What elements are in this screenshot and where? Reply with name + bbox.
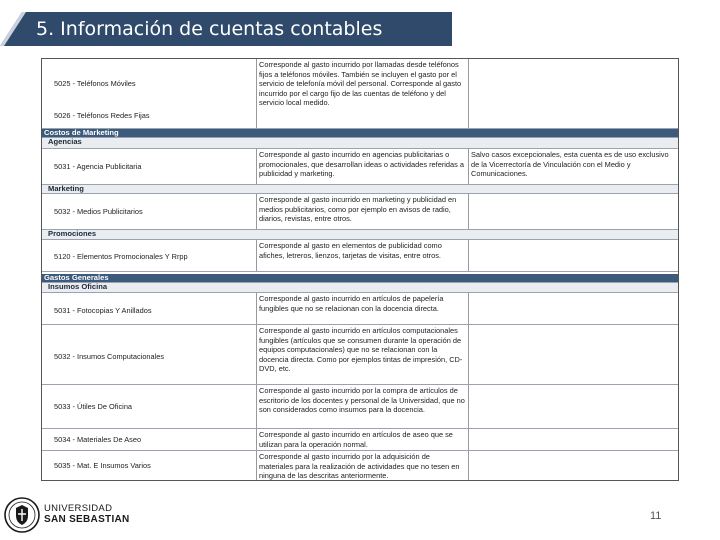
account-note <box>468 194 678 229</box>
accounts-table <box>41 58 679 481</box>
slide-title-bar <box>0 12 452 46</box>
account-description: Corresponde al gasto incurrido por llamadas desde teléfonos fijos a teléfonos móviles. También se incluyen el gasto por el servicio de telefonía móvil del personal. Corresponde al gasto incurrido por el cargo fijo de las cuentas de teléfono y del servicio local medido. <box>256 59 468 128</box>
subsection-header: Insumos Oficina <box>42 283 678 293</box>
table-row <box>42 325 678 385</box>
account-description: Corresponde al gasto en elementos de publicidad como afiches, letreros, lienzos, tarjetas de visitas, entre otros. <box>256 240 468 271</box>
slide-title: 5. Información de cuentas contables <box>36 18 383 40</box>
account-description: Corresponde al gasto incurrido en agencias publicitarias o promocionales, que desarrollan ideas o actividades referidas a publicidad y marketing. <box>256 149 468 184</box>
account-note <box>468 59 678 128</box>
account-description: Corresponde al gasto incurrido en artículos de papelería fungibles que no se relacionan con la docencia directa. <box>256 293 468 324</box>
university-name-line1: UNIVERSIDAD <box>44 503 113 514</box>
table-row <box>42 194 678 230</box>
account-note: Salvo casos excepcionales, esta cuenta es de uso exclusivo de la Vicerrectoría de Vinculación con el Medio y Comunicaciones. <box>468 149 678 184</box>
account-name: 5032 - Medios Publicitarios <box>54 207 143 216</box>
account-note <box>468 325 678 384</box>
account-description: Corresponde al gasto incurrido en artículos computacionales fungibles (artículos que se consumen durante la operación de equipos computacionales) que no se relacionan con la docencia directa. Como por ejemplos tintas de impresión, CD-DVD, etc. <box>256 325 468 384</box>
university-name <box>44 503 130 525</box>
account-description: Corresponde al gasto incurrido por la adquisición de materiales para la realización de actividades que no tesen en ninguna de las descritas anteriormente. <box>256 451 468 480</box>
table-row <box>42 293 678 325</box>
account-name: 5034 - Materiales De Aseo <box>54 435 142 444</box>
account-name: 5025 - Teléfonos Móviles <box>54 79 136 88</box>
account-name: 5035 - Mat. E Insumos Varios <box>54 461 151 470</box>
account-note <box>468 293 678 324</box>
account-name: 5033 - Útiles De Oficina <box>54 402 133 411</box>
account-note <box>468 451 678 480</box>
account-name: 5026 - Teléfonos Redes Fijas <box>54 111 150 120</box>
account-note <box>468 429 678 450</box>
account-name: 5032 - Insumos Computacionales <box>54 352 165 361</box>
table-row <box>42 451 678 480</box>
table-row <box>42 429 678 451</box>
account-description: Corresponde al gasto incurrido en artículos de aseo que se utilizan para la operación normal. <box>256 429 468 450</box>
subsection-header: Agencias <box>42 138 678 149</box>
table-row <box>42 385 678 429</box>
table-row <box>42 59 678 129</box>
account-description: Corresponde al gasto incurrido en marketing y publicidad en medios publicitarios, como por ejemplo en avisos de radio, diarios, revistas, entre otros. <box>256 194 468 229</box>
account-name: 5031 - Fotocopias Y Anillados <box>54 306 152 315</box>
account-name: 5120 - Elementos Promocionales Y Rrpp <box>54 252 188 261</box>
table-row <box>42 240 678 272</box>
table-row <box>42 149 678 185</box>
account-name: 5031 - Agencia Publicitaria <box>54 162 142 171</box>
subsection-header: Promociones <box>42 230 678 240</box>
section-header: Gastos Generales <box>42 274 678 283</box>
page-number: 11 <box>650 510 662 522</box>
university-seal-icon <box>4 497 40 533</box>
account-description: Corresponde al gasto incurrido por la compra de artículos de escritorio de los docentes y personal de la Universidad, que no son considerados como insumos para la docencia. <box>256 385 468 428</box>
account-note <box>468 385 678 428</box>
university-name-line2: SAN SEBASTIAN <box>44 514 130 525</box>
subsection-header: Marketing <box>42 185 678 194</box>
account-note <box>468 240 678 271</box>
section-header: Costos de Marketing <box>42 129 678 138</box>
